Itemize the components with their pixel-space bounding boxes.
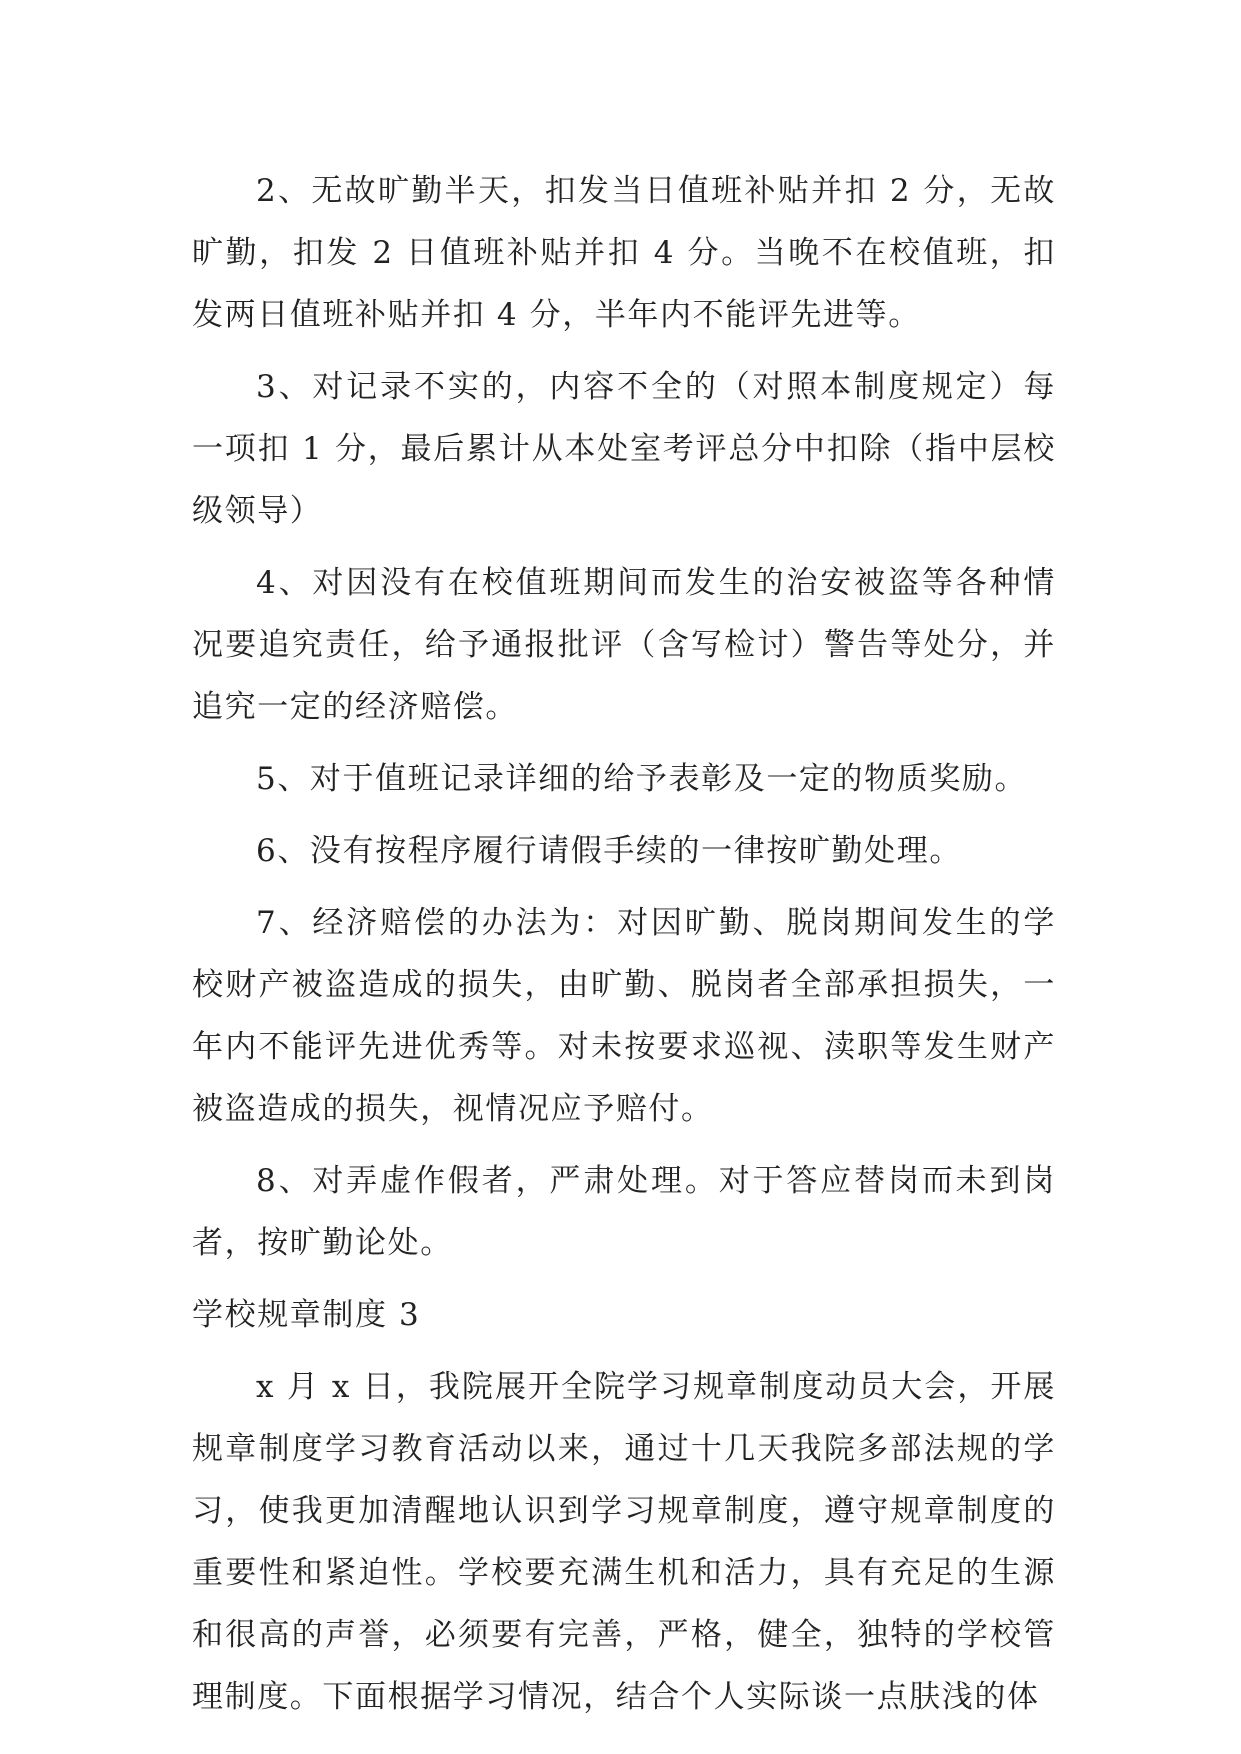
section-paragraph: x 月 x 日，我院展开全院学习规章制度动员大会，开展规章制度学习教育活动以来，通过十几天我院多部法规的学习，使我更加清醒地认识到学习规章制度，遵守规章制度的重要性和紧迫性。学校要充满生机和活力，具有充足的生源和很高的声誉，必须要有完善，严格，健全，独特的学校管理制度。下面根据学习情况，结合个人实际谈一点肤浅的体 — [192, 1369, 1056, 1715]
document-body — [192, 160, 1056, 1738]
paragraph-item-2: 2、无故旷勤半天，扣发当日值班补贴并扣 2 分，无故旷勤，扣发 2 日值班补贴并扣 4 分。当晚不在校值班，扣发两日值班补贴并扣 4 分，半年内不能评先进等。 — [192, 173, 1056, 333]
paragraph-item-3: 3、对记录不实的，内容不全的（对照本制度规定）每一项扣 1 分，最后累计从本处室考评总分中扣除（指中层校级领导） — [192, 369, 1056, 529]
paragraph-item-8: 8、对弄虚作假者，严肃处理。对于答应替岗而未到岗者，按旷勤论处。 — [192, 1163, 1056, 1261]
paragraph-item-6: 6、没有按程序履行请假手续的一律按旷勤处理。 — [256, 833, 962, 869]
paragraph-item-7: 7、经济赔偿的办法为：对因旷勤、脱岗期间发生的学校财产被盗造成的损失，由旷勤、脱岗者全部承担损失，一年内不能评先进优秀等。对未按要求巡视、渎职等发生财产被盗造成的损失，视情况应予赔付。 — [192, 905, 1056, 1127]
paragraph-item-5: 5、对于值班记录详细的给予表彰及一定的物质奖励。 — [256, 761, 1028, 797]
paragraph-item-4: 4、对因没有在校值班期间而发生的治安被盗等各种情况要追究责任，给予通报批评（含写检讨）警告等处分，并追究一定的经济赔偿。 — [192, 565, 1056, 725]
section-heading: 学校规章制度 3 — [192, 1297, 421, 1333]
